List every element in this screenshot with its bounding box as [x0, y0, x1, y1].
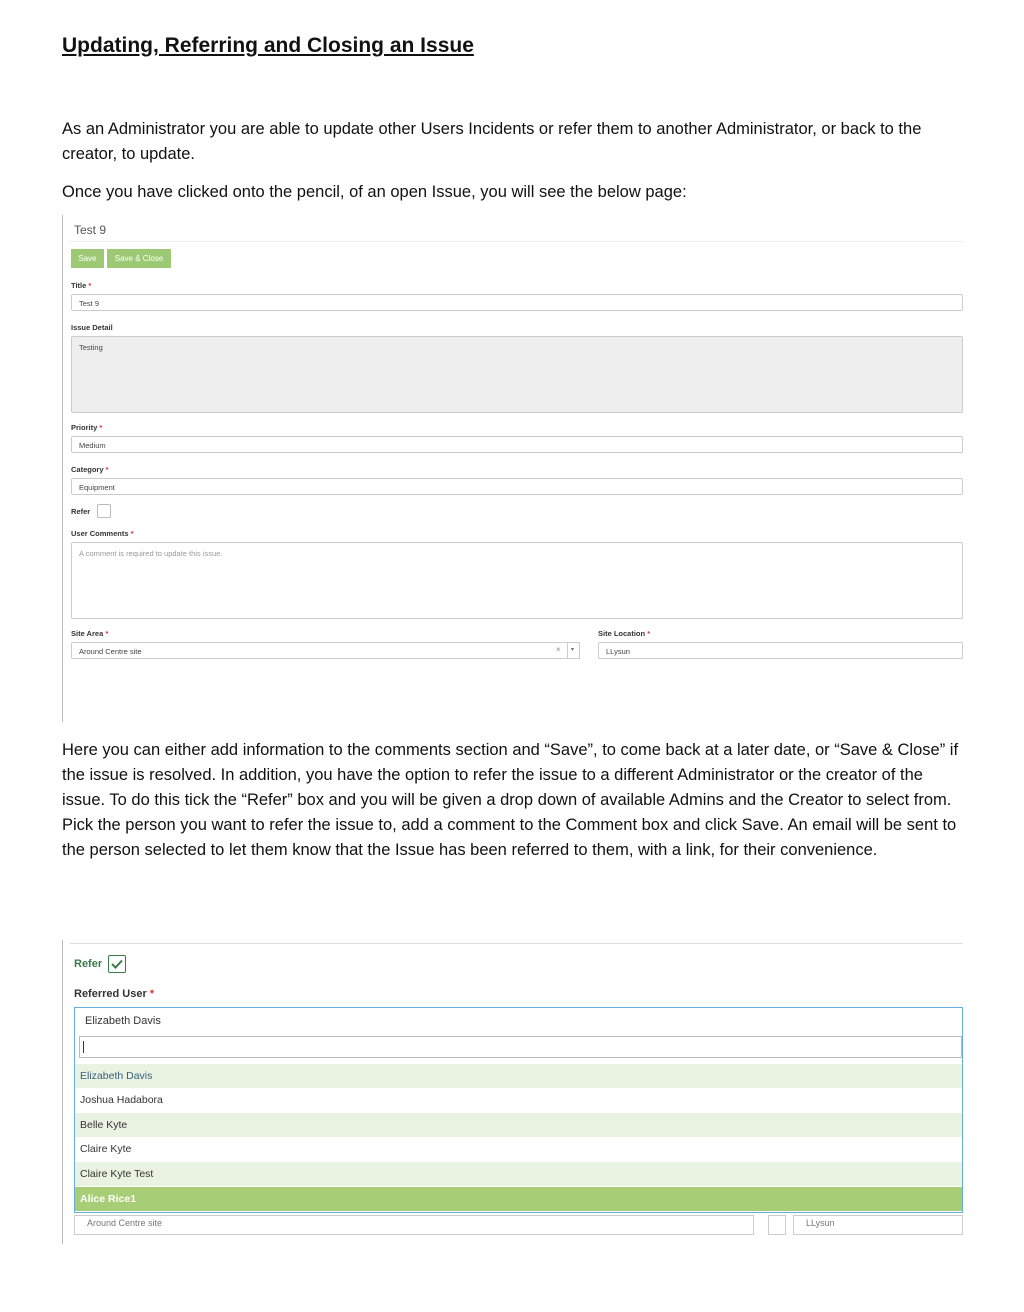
- site-area-label: Site Area *: [71, 629, 109, 638]
- priority-select[interactable]: Medium: [71, 436, 963, 453]
- dropdown-option[interactable]: Claire Kyte Test: [75, 1162, 962, 1186]
- check-icon: [109, 956, 125, 972]
- dropdown-option[interactable]: Claire Kyte: [80, 1143, 132, 1155]
- dropdown-toggle[interactable]: [567, 642, 580, 659]
- intro-paragraph: As an Administrator you are able to update other Users Incidents or refer them to another Administrator, or back to the creator, to update.: [62, 120, 922, 163]
- site-area-select-obscured: Around Centre site: [74, 1215, 754, 1235]
- refer-label: Refer: [71, 507, 91, 516]
- site-location-input[interactable]: LLysun: [598, 642, 963, 659]
- category-label: Category *: [71, 465, 109, 474]
- form-heading: Test 9: [74, 223, 107, 237]
- text-caret: [83, 1041, 84, 1053]
- issue-detail-label: Issue Detail: [71, 323, 113, 332]
- referred-user-dropdown: [74, 1035, 963, 1213]
- issue-detail-textarea: Testing: [71, 336, 963, 413]
- document-title: Updating, Referring and Closing an Issue: [62, 34, 474, 57]
- chevron-down-icon: ▾: [571, 647, 575, 653]
- screenshot-border: [62, 215, 63, 722]
- save-close-button[interactable]: Save & Close: [107, 249, 171, 268]
- dropdown-option[interactable]: Belle Kyte: [75, 1113, 962, 1137]
- divider: [70, 241, 963, 242]
- refer-checkbox-checked[interactable]: [108, 955, 126, 973]
- refer-checkbox[interactable]: [97, 504, 111, 518]
- dropdown-search-input[interactable]: [79, 1036, 962, 1058]
- dropdown-toggle-obscured: [768, 1215, 786, 1235]
- save-button[interactable]: Save: [71, 249, 104, 268]
- referred-user-label: Referred User *: [74, 988, 155, 1000]
- screenshot-border: [62, 940, 63, 1244]
- clear-icon[interactable]: ×: [556, 645, 561, 654]
- dropdown-option[interactable]: Joshua Hadabora: [80, 1094, 163, 1106]
- title-input[interactable]: Test 9: [71, 294, 963, 311]
- site-location-label: Site Location *: [598, 629, 651, 638]
- category-select[interactable]: Equipment: [71, 478, 963, 495]
- dropdown-option-highlighted[interactable]: Alice Rice1: [75, 1187, 962, 1211]
- site-location-input-obscured: LLysun: [793, 1215, 963, 1235]
- dropdown-option[interactable]: Elizabeth Davis: [75, 1064, 962, 1088]
- divider: [70, 943, 963, 944]
- user-comments-textarea[interactable]: A comment is required to update this issue.: [71, 542, 963, 619]
- priority-label: Priority *: [71, 423, 103, 432]
- user-comments-label: User Comments *: [71, 529, 134, 538]
- explanation-paragraph: Here you can either add information to the comments section and “Save”, to come back at a later date, or “Save & Close” if the issue is resolved. In addition, you have the option to refer the issue to a different Administrator or the creator of the issue. To do this tick the “Refer” box and you will be given a drop down of available Admins and the Creator to select from. Pick the person you want to refer the issue to, add a comment to the Comment box and click Save. An email will be sent to the person selected to let them know that the Issue has been referred to them, with a link, for their convenience.: [62, 741, 959, 859]
- title-label: Title *: [71, 281, 92, 290]
- site-area-select[interactable]: Around Centre site: [71, 642, 580, 659]
- referred-user-select[interactable]: Elizabeth Davis: [74, 1007, 963, 1036]
- refer-dropdown-screenshot: [62, 940, 963, 1244]
- instruction-paragraph: Once you have clicked onto the pencil, of an open Issue, you will see the below page:: [62, 183, 687, 201]
- refer-label: Refer: [74, 958, 103, 970]
- issue-edit-screenshot: [62, 215, 963, 722]
